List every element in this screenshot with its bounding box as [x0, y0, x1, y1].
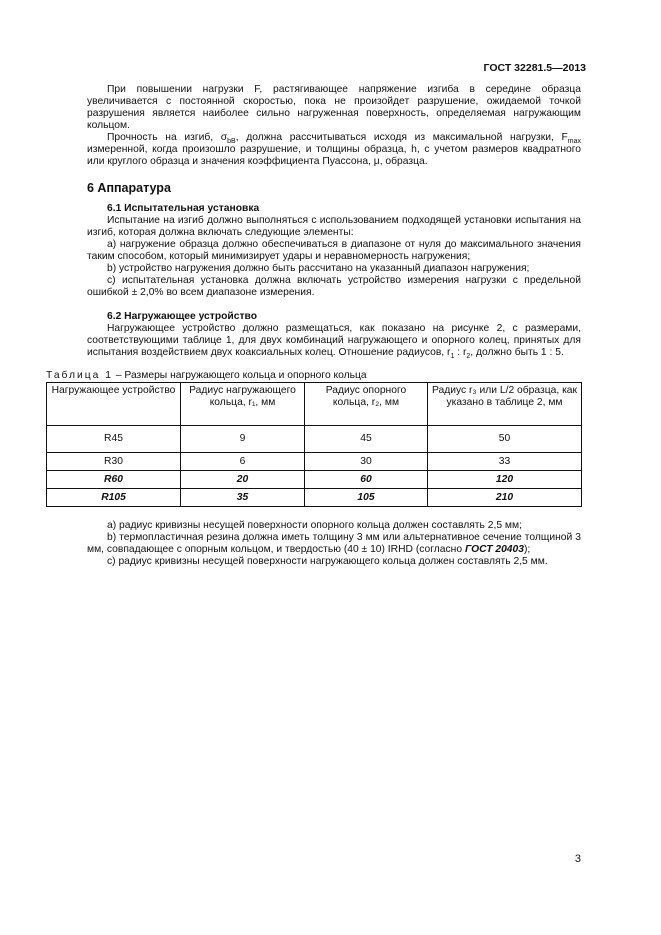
section-6-1-paragraph: Испытание на изгиб должно выполняться с использованием подходящей установки испытания на изгиб, которая должна включать следующие элементы:	[87, 215, 581, 238]
table-header-row	[47, 383, 582, 426]
table-1-caption-text: – Размеры нагружающего кольца и опорного кольца	[112, 370, 367, 381]
r1-subscript: 1	[450, 353, 455, 361]
section-6-2-paragraph	[87, 323, 581, 359]
s62-part-c: , должно быть 1 : 5.	[470, 347, 564, 358]
table-cell: 33	[428, 453, 582, 471]
section-6-1-item-a: a) нагружение образца должно обеспечиваться в диапазоне от нуля до максимального значения таким способом, который минимизирует удары и неравномерность нагружения;	[87, 239, 581, 262]
table-cell: 105	[305, 489, 428, 507]
intro-p2-part-a: Прочность на изгиб, σ	[107, 132, 228, 143]
note-b-part-b: );	[523, 544, 531, 555]
table-cell: R105	[47, 489, 181, 507]
s62-part-b: : r	[454, 347, 467, 358]
section-6-title: 6 Аппаратура	[87, 181, 171, 195]
note-b-reference: ГОСТ 20403	[464, 544, 524, 555]
section-6-2-title: 6.2 Нагружающее устройство	[107, 311, 257, 322]
note-b	[87, 532, 581, 556]
table-cell: 50	[428, 426, 582, 453]
note-c: c) радиус кривизны несущей поверхности нагружающего кольца должен составлять 2,5 мм.	[107, 556, 548, 567]
table-cell: R30	[47, 453, 181, 471]
table-1	[46, 382, 582, 507]
table-row	[47, 489, 582, 507]
section-6-1-item-c: c) испытательная установка должна включать устройство измерения нагрузки с предельной ошибкой ± 2,0% во всем диапазоне измерения.	[87, 275, 581, 298]
intro-paragraph-2	[87, 132, 581, 168]
table-cell: 6	[181, 453, 305, 471]
table-cell: R60	[47, 471, 181, 489]
table-cell: 60	[305, 471, 428, 489]
table-cell: 20	[181, 471, 305, 489]
table-row	[47, 471, 582, 489]
intro-paragraph-1: При повышении нагрузки F, растягивающее напряжение изгиба в середине образца увеличивается с постоянной скоростью, пока не произойдет разрушение, ожидаемой точкой разрушения является наиболее сильно нагруженная поверхность, определяемая нагружающим кольцом.	[87, 84, 581, 131]
spacer	[87, 299, 581, 311]
table-row	[47, 426, 582, 453]
table-cell: 30	[305, 453, 428, 471]
page-header-standard: ГОСТ 32281.5—2013	[483, 62, 586, 74]
document-body	[46, 84, 581, 568]
table-cell: 210	[428, 489, 582, 507]
section-6-1-title: 6.1 Испытательная установка	[107, 203, 260, 214]
table-header-cell: Радиус r₃ или L/2 образца, как указано в таблице 2, мм	[428, 383, 582, 426]
table-header-cell: Нагружающее устройство	[47, 383, 181, 426]
section-6-1-item-b: b) устройство нагружения должно быть рассчитано на указанный диапазон нагружения;	[107, 263, 530, 274]
note-a: a) радиус кривизны несущей поверхности опорного кольца должен составлять 2,5 мм;	[107, 520, 522, 531]
notes-block	[87, 520, 581, 568]
table-cell: R45	[47, 426, 181, 453]
table-cell: 9	[181, 426, 305, 453]
r2-subscript: 2	[466, 353, 471, 361]
table-header-cell: Радиус опорного кольца, r₂, мм	[305, 383, 428, 426]
table-cell: 120	[428, 471, 582, 489]
s62-part-a: Нагружающее устройство должно размещаться, как показано на рисунке 2, с размерами, соответствующими таблице 1, для двух комбинаций нагружающего и опорного колец, принятых для испытания воздействием двух коаксиальных колец. Отношение радиусов, r	[87, 323, 581, 358]
sigma-subscript: bB	[227, 138, 236, 146]
table-header-cell: Радиус нагружающего кольца, r₁, мм	[181, 383, 305, 426]
table-cell: 45	[305, 426, 428, 453]
page-number: 3	[574, 853, 581, 865]
table-1-caption-label: Таблица 1	[46, 370, 113, 381]
table-cell: 35	[181, 489, 305, 507]
table-row	[47, 453, 582, 471]
intro-p2-part-b: , должна рассчитываться исходя из максимальной нагрузки, F	[235, 132, 568, 143]
fmax-subscript: max	[567, 138, 581, 146]
intro-p2-part-c: измеренной, когда произошло разрушение, и толщины образца, h, с учетом размеров квадратного или круглого образца и значения коэффициента Пуассона, μ, образца.	[87, 144, 581, 167]
note-b-part-a: b) термопластичная резина должна иметь толщину 3 мм или альтернативное сечение толщиной 3 мм, совпадающее с опорным кольцом, и твердостью (40 ± 10) IRHD (согласно	[87, 532, 581, 555]
table-1-caption	[46, 370, 581, 382]
